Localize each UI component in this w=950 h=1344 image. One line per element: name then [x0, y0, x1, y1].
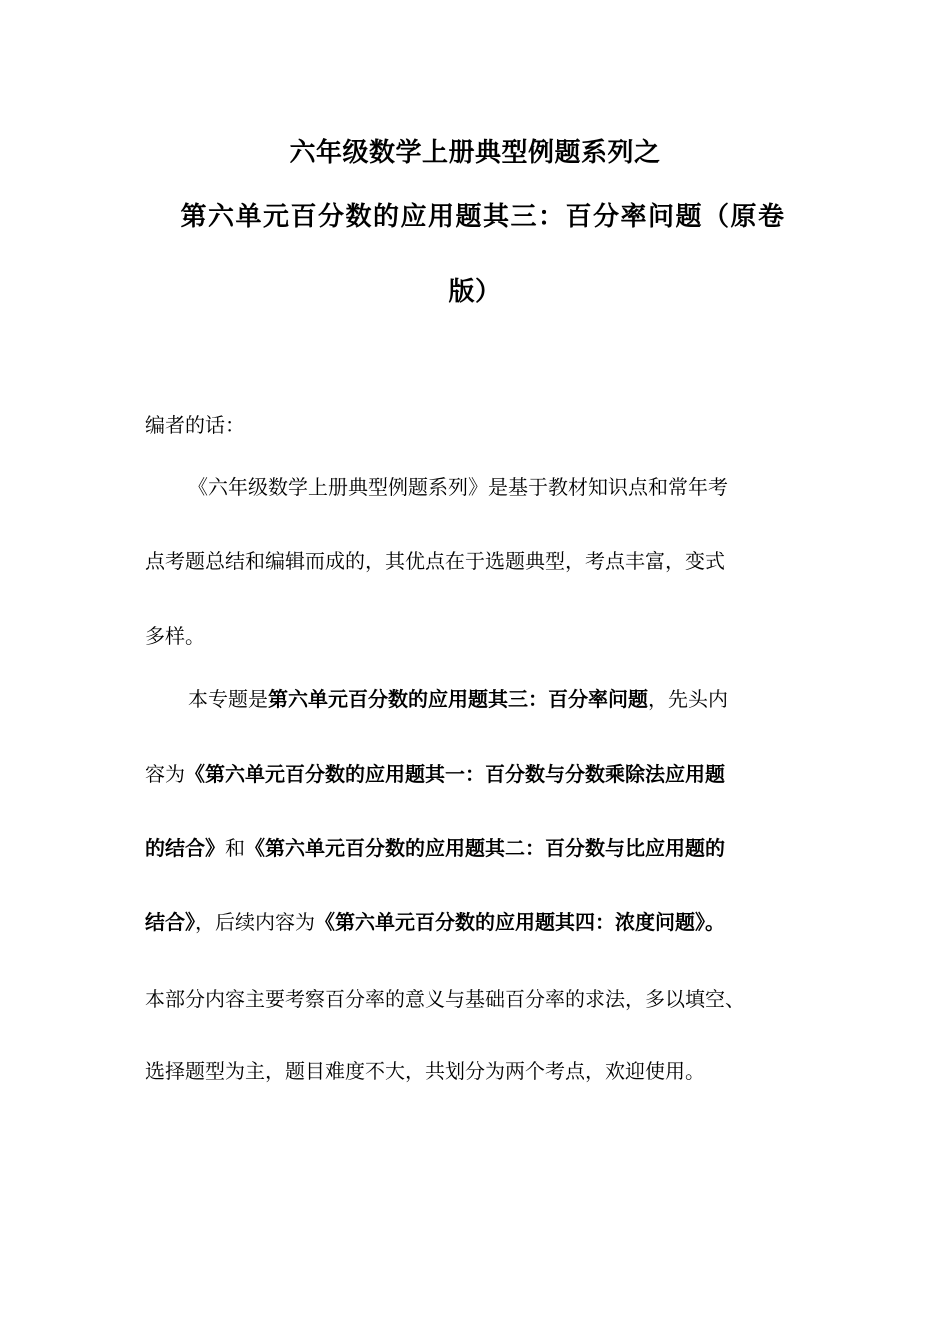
next-topic: 《第六单元百分数的应用题其四：浓度问题》。 [315, 910, 725, 934]
prior-topic-2: 《第六单元百分数的应用题其二：百分数与比应用题的 [245, 836, 725, 860]
para2-line-1 [188, 684, 728, 714]
editor-heading: 编者的话： [145, 413, 245, 437]
title-line-1: 六年级数学上册典型例题系列之 [289, 138, 661, 168]
prior-topic-1-end: 的结合》 [145, 836, 225, 860]
para1-line-1: 《六年级数学上册典型例题系列》是基于教材知识点和常年考 [188, 475, 728, 499]
para2-text: 容为 [145, 762, 185, 786]
para1-line-2: 点考题总结和编辑而成的，其优点在于选题典型，考点丰富，变式 [145, 549, 725, 573]
para2-line-5: 本部分内容主要考察百分率的意义与基础百分率的求法，多以填空、 [145, 987, 745, 1011]
para2-line-4 [145, 907, 725, 937]
topic-title: 第六单元百分数的应用题其三：百分率问题 [268, 687, 648, 711]
prior-topic-2-end: 结合》 [145, 910, 195, 934]
para2-text: 和 [225, 836, 245, 860]
para2-text: ，后续内容为 [195, 910, 315, 934]
title-line-3: 版） [448, 277, 502, 307]
title-line-2: 第六单元百分数的应用题其三：百分率问题（原卷 [180, 202, 786, 232]
para2-text: 本专题是 [188, 687, 268, 711]
para2-line-6: 选择题型为主，题目难度不大，共划分为两个考点，欢迎使用。 [145, 1059, 705, 1083]
para1-line-3: 多样。 [145, 624, 205, 648]
prior-topic-1: 《第六单元百分数的应用题其一：百分数与分数乘除法应用题 [185, 762, 725, 786]
para2-line-3 [145, 833, 725, 863]
para2-text: ，先头内 [648, 687, 728, 711]
para2-line-2 [145, 759, 725, 789]
